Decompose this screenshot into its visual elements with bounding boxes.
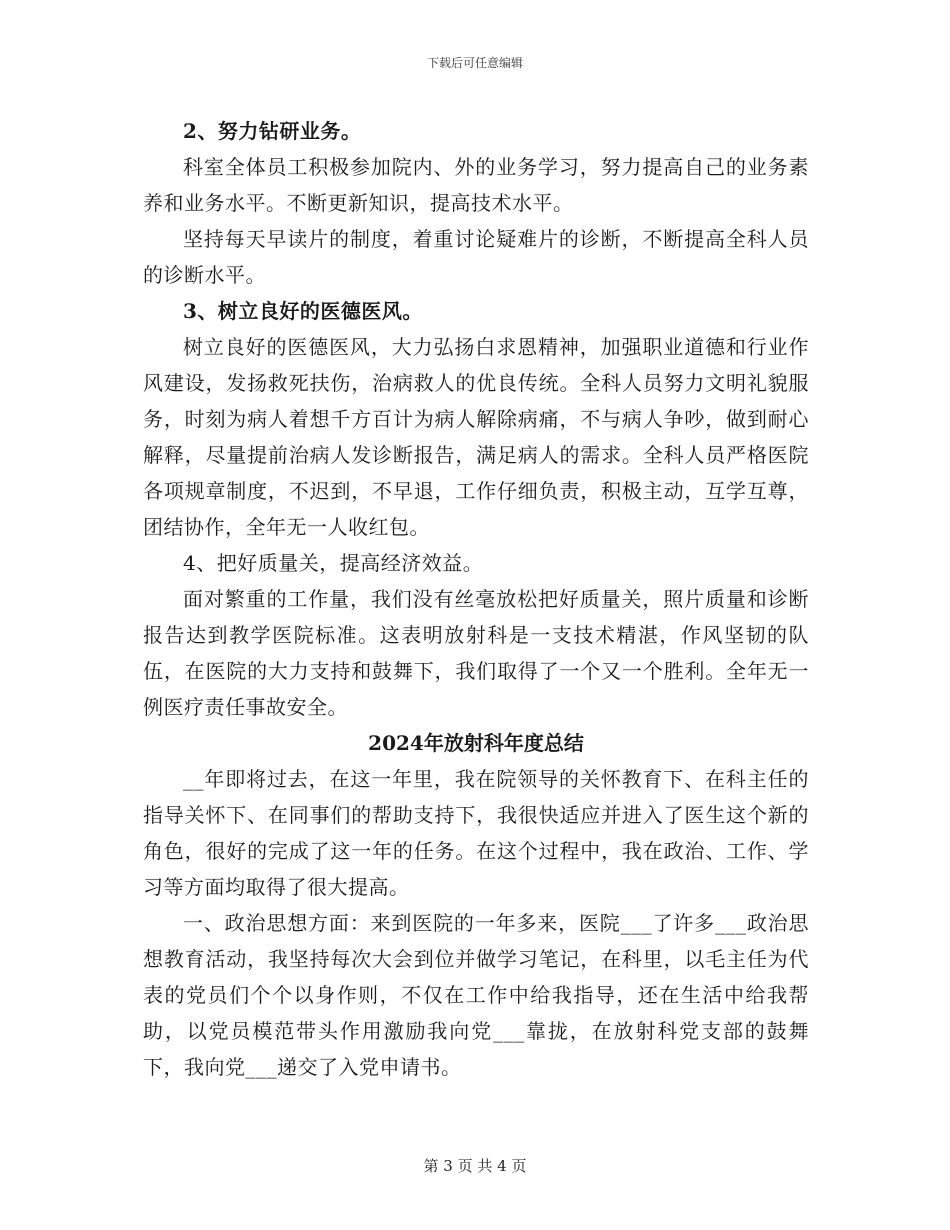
document-title: 2024年放射科年度总结: [368, 731, 584, 755]
section-heading-study: 2、努力钻研业务。: [183, 119, 362, 143]
paragraph: 树立良好的医德医风，大力弘扬白求恩精神，加强职业道德和行业作风建设，发扬救死扶伤，治病救人的优良传统。全科人员努力文明礼貌服务，时刻为病人着想千方百计为病人解除病痛，不与病人争吵，做到耐心解释，尽量提前治病人发诊断报告，满足病人的需求。全科人员严格医院各项规章制度，不迟到，不早退，工作仔细负责，积极主动，互学互尊，团结协作，全年无一人收红包。: [143, 335, 809, 539]
paragraph: 科室全体员工积极参加院内、外的业务学习，努力提高自己的业务素养和业务水平。不断更新知识，提高技术水平。: [143, 155, 809, 215]
paragraph: 一、政治思想方面：来到医院的一年多来，医院___了许多___政治思想教育活动，我坚持每次大会到位并做学习笔记，在科里，以毛主任为代表的党员们个个以身作则，不仅在工作中给我指导，还在生活中给我帮助，以党员模范带头作用激励我向党___靠拢，在放射科党支部的鼓舞下，我向党___递交了入党申请书。: [143, 911, 809, 1079]
page-footer: 第 3 页 共 4 页: [423, 1157, 527, 1175]
page-header: 下载后可任意编辑: [426, 56, 523, 70]
section-heading-ethics: 3、树立良好的医德医风。: [183, 299, 423, 323]
paragraph: 坚持每天早读片的制度，着重讨论疑难片的诊断，不断提高全科人员的诊断水平。: [143, 227, 809, 287]
paragraph: 面对繁重的工作量，我们没有丝毫放松把好质量关，照片质量和诊断报告达到教学医院标准。这表明放射科是一支技术精湛，作风坚韧的队伍，在医院的大力支持和鼓舞下，我们取得了一个又一个胜利。全年无一例医疗责任事故安全。: [143, 587, 809, 719]
paragraph: __年即将过去，在这一年里，我在院领导的关怀教育下、在科主任的指导关怀下、在同事们的帮助支持下，我很快适应并进入了医生这个新的角色，很好的完成了这一年的任务。在这个过程中，我在政治、工作、学习等方面均取得了很大提高。: [143, 767, 809, 899]
document-body: [143, 113, 809, 1085]
section-heading-quality: 4、把好质量关，提高经济效益。: [183, 551, 484, 575]
